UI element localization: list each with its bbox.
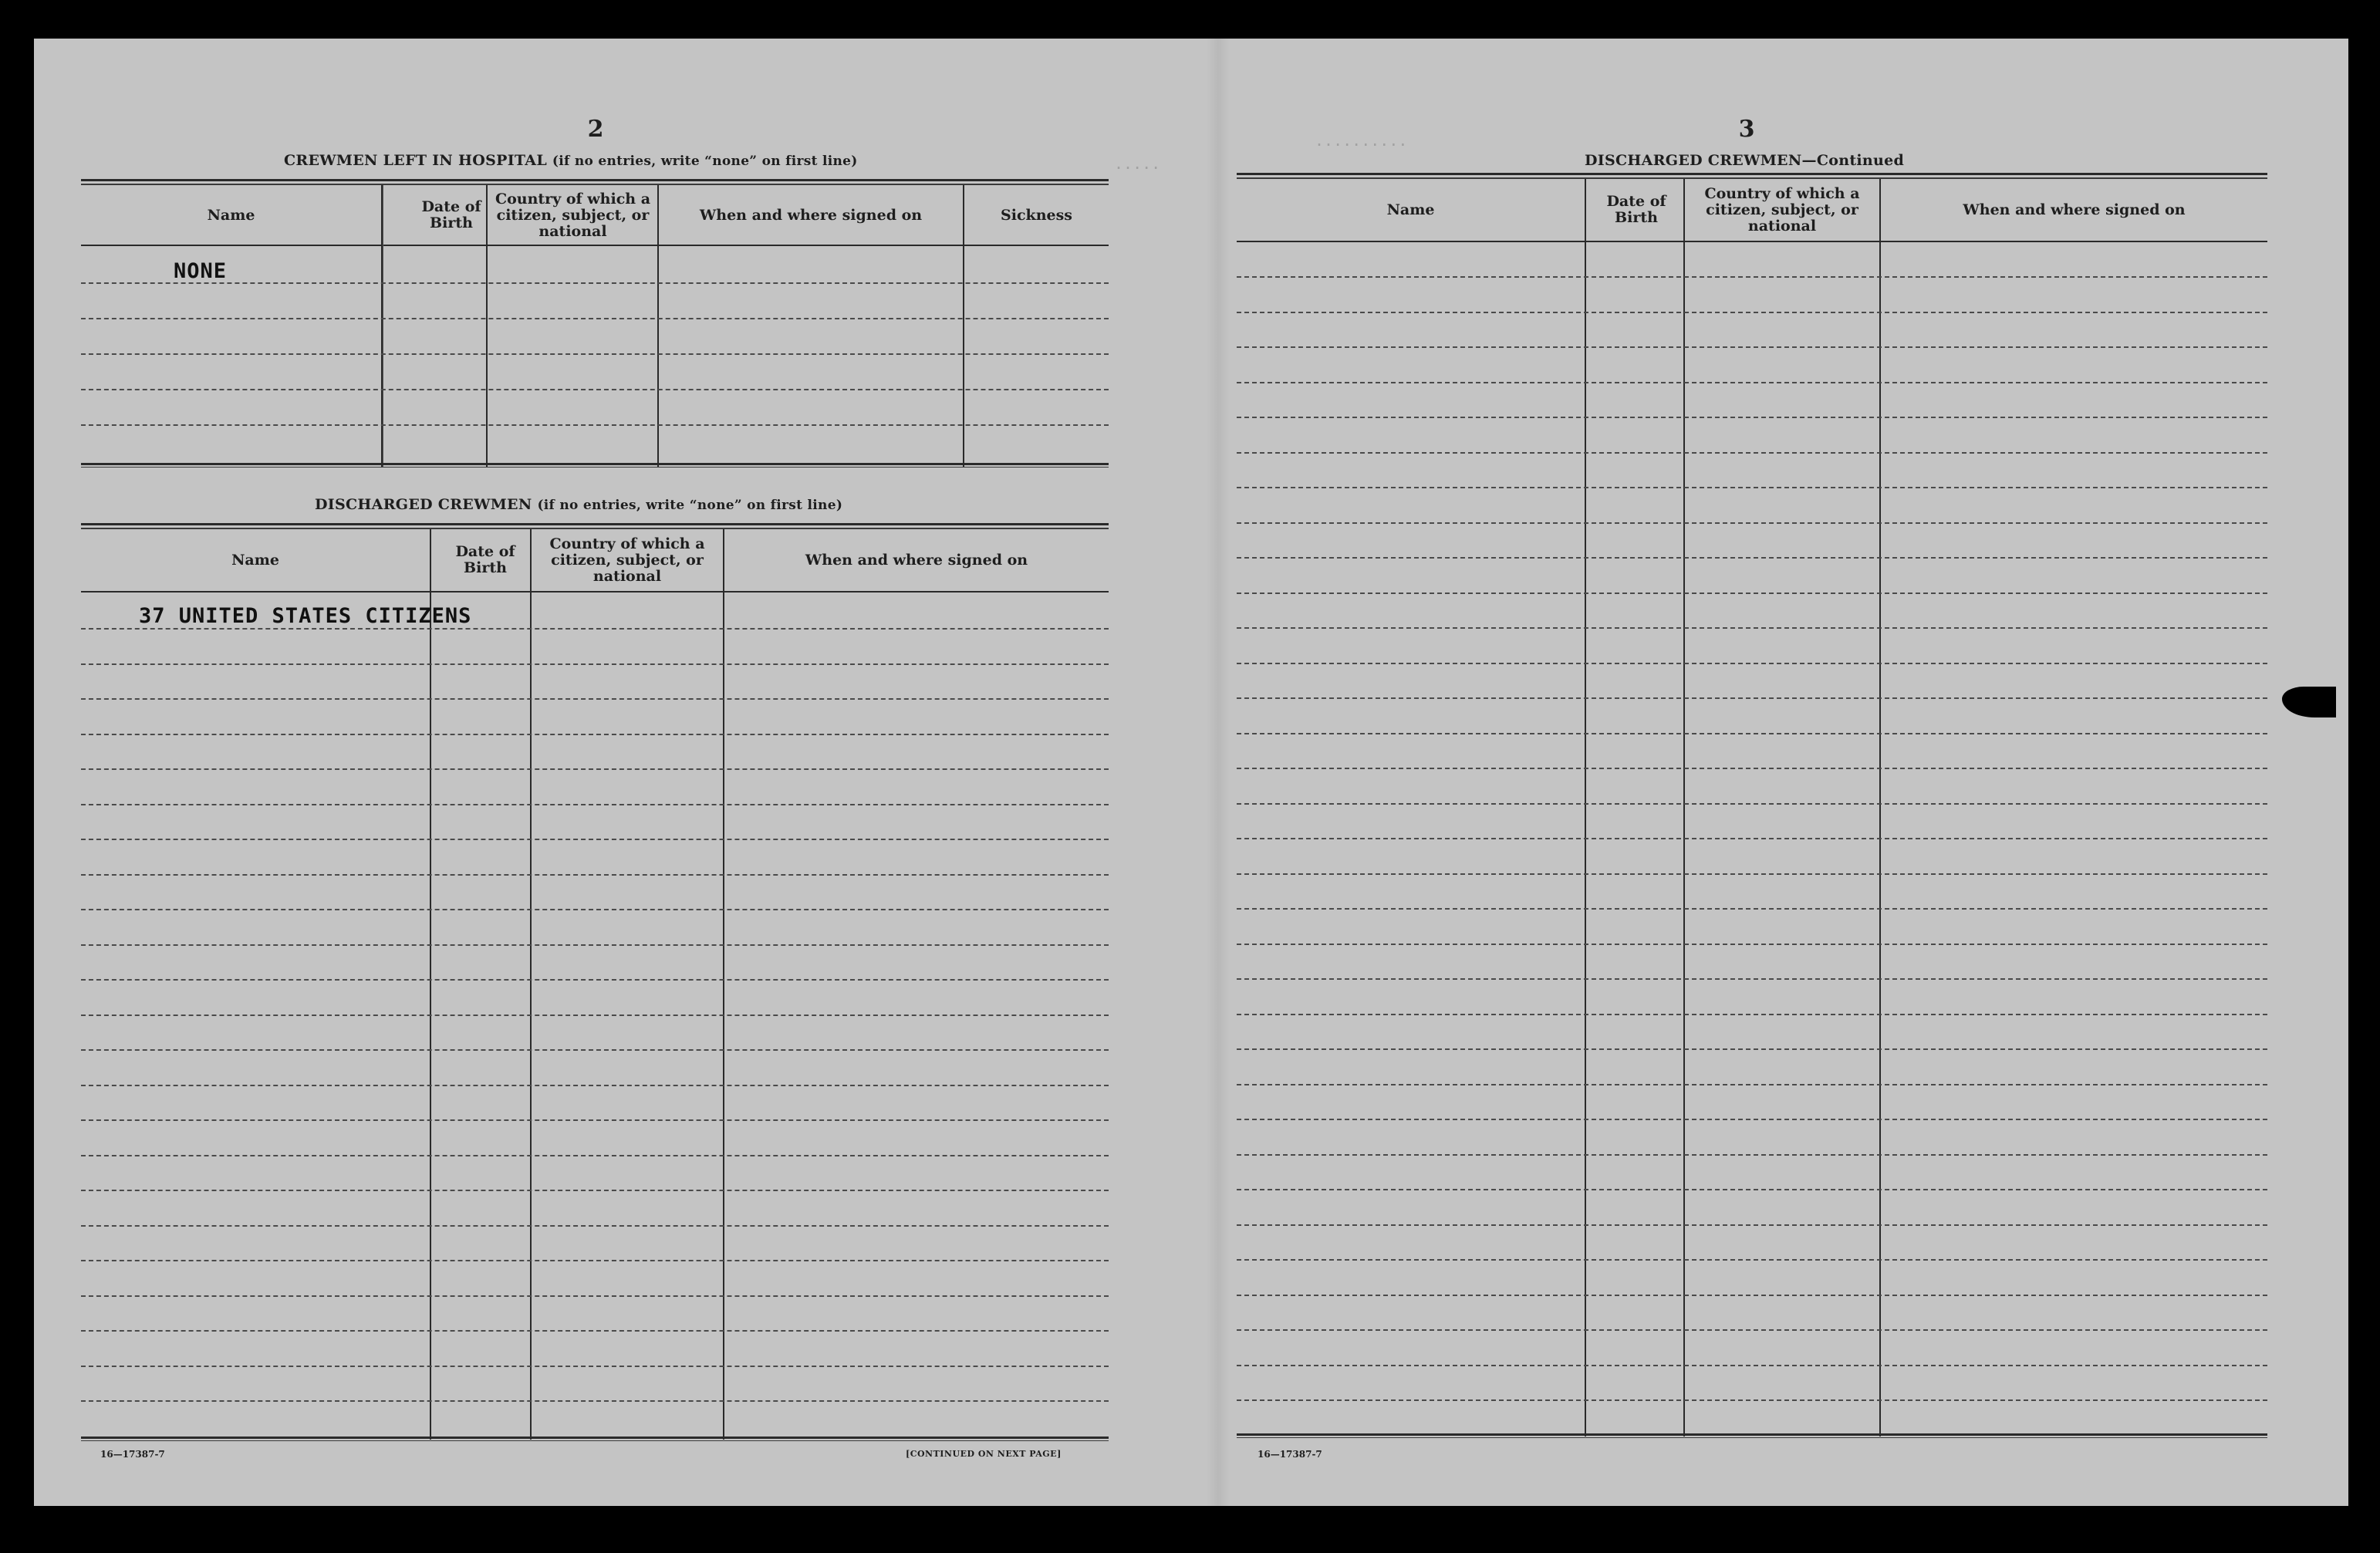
entry-line bbox=[1237, 697, 2267, 699]
entry-line bbox=[81, 628, 1109, 630]
col-header-signed-on: When and where signed on bbox=[1963, 201, 2186, 218]
entry-line bbox=[81, 1155, 1109, 1156]
discharged-instruction: (if no entries, write “none” on first line) bbox=[537, 498, 843, 513]
col-header-name: Name bbox=[1386, 201, 1435, 218]
table-top-rule bbox=[81, 523, 1109, 525]
entry-line bbox=[1237, 1084, 2267, 1085]
header-bottom-rule bbox=[1237, 241, 2267, 242]
page-number-left: 2 bbox=[587, 116, 604, 143]
entry-line bbox=[81, 1085, 1109, 1086]
col-header-country: Country of which a citizen, subject, or national bbox=[1704, 184, 1860, 235]
entry-line bbox=[81, 944, 1109, 946]
entry-line bbox=[81, 318, 1109, 319]
entry-line bbox=[1237, 417, 2267, 418]
col-header-sickness: Sickness bbox=[1001, 206, 1072, 224]
entry-line bbox=[81, 874, 1109, 876]
entry-line bbox=[81, 1119, 1109, 1121]
entry-line bbox=[81, 353, 1109, 355]
entry-line bbox=[1237, 944, 2267, 945]
discharged-continued-title bbox=[1585, 152, 1904, 169]
entry-line bbox=[1237, 1224, 2267, 1226]
column-divider bbox=[1585, 179, 1586, 1437]
discharged-continued-suffix: —Continued bbox=[1801, 152, 1905, 169]
col-header-name: Name bbox=[207, 206, 255, 224]
entry-line bbox=[81, 909, 1109, 910]
entry-line bbox=[1237, 312, 2267, 313]
entry-line bbox=[81, 768, 1109, 770]
entry-line bbox=[81, 1366, 1109, 1367]
entry-line bbox=[1237, 487, 2267, 488]
discharged-table bbox=[81, 523, 1109, 1443]
column-divider bbox=[430, 529, 431, 1440]
entry-line bbox=[1237, 768, 2267, 769]
col-header-date-of-birth: Date of Birth bbox=[421, 198, 481, 231]
hospital-table bbox=[81, 179, 1109, 468]
discharged-section-title bbox=[315, 496, 842, 513]
page-fold bbox=[1207, 39, 1230, 1506]
form-code-right: 16—17387-7 bbox=[1258, 1449, 1322, 1460]
table-bottom-rule bbox=[1237, 1433, 2267, 1436]
hospital-instruction: (if no entries, write “none” on first line) bbox=[552, 154, 858, 169]
bleed-through: .......... bbox=[1315, 131, 1408, 150]
header-bottom-rule bbox=[81, 245, 1109, 246]
col-header-country: Country of which a citizen, subject, or national bbox=[495, 190, 651, 240]
entry-line bbox=[1237, 522, 2267, 524]
col-header-signed-on: When and where signed on bbox=[699, 206, 923, 224]
table-top-rule bbox=[81, 179, 1109, 181]
entry-line bbox=[81, 1225, 1109, 1227]
col-header-country: Country of which a citizen, subject, or national bbox=[549, 535, 705, 585]
entry-line bbox=[1237, 803, 2267, 805]
entry-line bbox=[81, 1015, 1109, 1016]
continued-note: [CONTINUED ON NEXT PAGE] bbox=[906, 1449, 1062, 1459]
table-top-rule bbox=[81, 184, 1109, 185]
entry-line bbox=[1237, 1048, 2267, 1050]
discharged-continued-table bbox=[1237, 173, 2267, 1440]
entry-line bbox=[1237, 838, 2267, 839]
hospital-entry: NONE bbox=[174, 259, 228, 283]
table-bottom-rule bbox=[81, 463, 1109, 465]
col-header-name: Name bbox=[231, 551, 279, 569]
entry-line bbox=[1237, 557, 2267, 559]
entry-line bbox=[1237, 593, 2267, 594]
entry-line bbox=[81, 979, 1109, 981]
entry-line bbox=[81, 1295, 1109, 1297]
entry-line bbox=[1237, 978, 2267, 980]
entry-line bbox=[1237, 1295, 2267, 1296]
entry-line bbox=[81, 1260, 1109, 1261]
entry-line bbox=[1237, 1154, 2267, 1156]
hospital-title-text: CREWMEN LEFT IN HOSPITAL bbox=[284, 152, 547, 169]
table-top-rule bbox=[81, 528, 1109, 529]
hospital-section-title bbox=[284, 152, 858, 169]
page-number-right: 3 bbox=[1738, 116, 1755, 143]
entry-line bbox=[1237, 452, 2267, 454]
entry-line bbox=[1237, 1365, 2267, 1366]
entry-line bbox=[1237, 873, 2267, 875]
table-bottom-rule bbox=[1237, 1437, 2267, 1438]
entry-line bbox=[81, 1330, 1109, 1332]
entry-line bbox=[1237, 1399, 2267, 1401]
entry-line bbox=[81, 698, 1109, 700]
entry-line bbox=[1237, 1329, 2267, 1331]
entry-line bbox=[81, 663, 1109, 665]
table-bottom-rule bbox=[81, 467, 1109, 468]
entry-line bbox=[1237, 1014, 2267, 1015]
column-divider bbox=[1683, 179, 1685, 1437]
table-bottom-rule bbox=[81, 1437, 1109, 1439]
table-top-rule bbox=[1237, 173, 2267, 175]
entry-line bbox=[1237, 627, 2267, 629]
entry-line bbox=[81, 804, 1109, 805]
entry-line bbox=[81, 1049, 1109, 1051]
bleed-through: ..... bbox=[1114, 154, 1161, 173]
entry-line bbox=[81, 424, 1109, 426]
discharged-title-text: DISCHARGED CREWMEN bbox=[315, 496, 532, 513]
col-header-signed-on: When and where signed on bbox=[805, 551, 1028, 569]
entry-line bbox=[1237, 1119, 2267, 1120]
table-bottom-rule bbox=[81, 1440, 1109, 1441]
column-divider bbox=[1879, 179, 1881, 1437]
col-header-date-of-birth: Date of Birth bbox=[1606, 193, 1666, 226]
form-code-left: 16—17387-7 bbox=[100, 1449, 165, 1460]
entry-line bbox=[1237, 1259, 2267, 1261]
entry-line bbox=[81, 1190, 1109, 1191]
entry-line bbox=[81, 389, 1109, 390]
column-divider bbox=[723, 529, 724, 1440]
entry-line bbox=[1237, 908, 2267, 910]
entry-line bbox=[81, 839, 1109, 840]
header-bottom-rule bbox=[81, 591, 1109, 593]
entry-line bbox=[1237, 663, 2267, 664]
entry-line bbox=[1237, 276, 2267, 278]
entry-line bbox=[81, 734, 1109, 735]
table-top-rule bbox=[1237, 177, 2267, 179]
column-divider bbox=[530, 529, 532, 1440]
entry-line bbox=[81, 282, 1109, 284]
discharged-entry: 37 UNITED STATES CITIZENS bbox=[139, 604, 472, 628]
entry-line bbox=[81, 1400, 1109, 1402]
entry-line bbox=[1237, 382, 2267, 383]
entry-line bbox=[1237, 1189, 2267, 1190]
discharged-continued-title-text: DISCHARGED CREWMEN bbox=[1585, 152, 1802, 169]
entry-line bbox=[1237, 733, 2267, 734]
entry-line bbox=[1237, 346, 2267, 348]
col-header-date-of-birth: Date of Birth bbox=[455, 543, 515, 576]
